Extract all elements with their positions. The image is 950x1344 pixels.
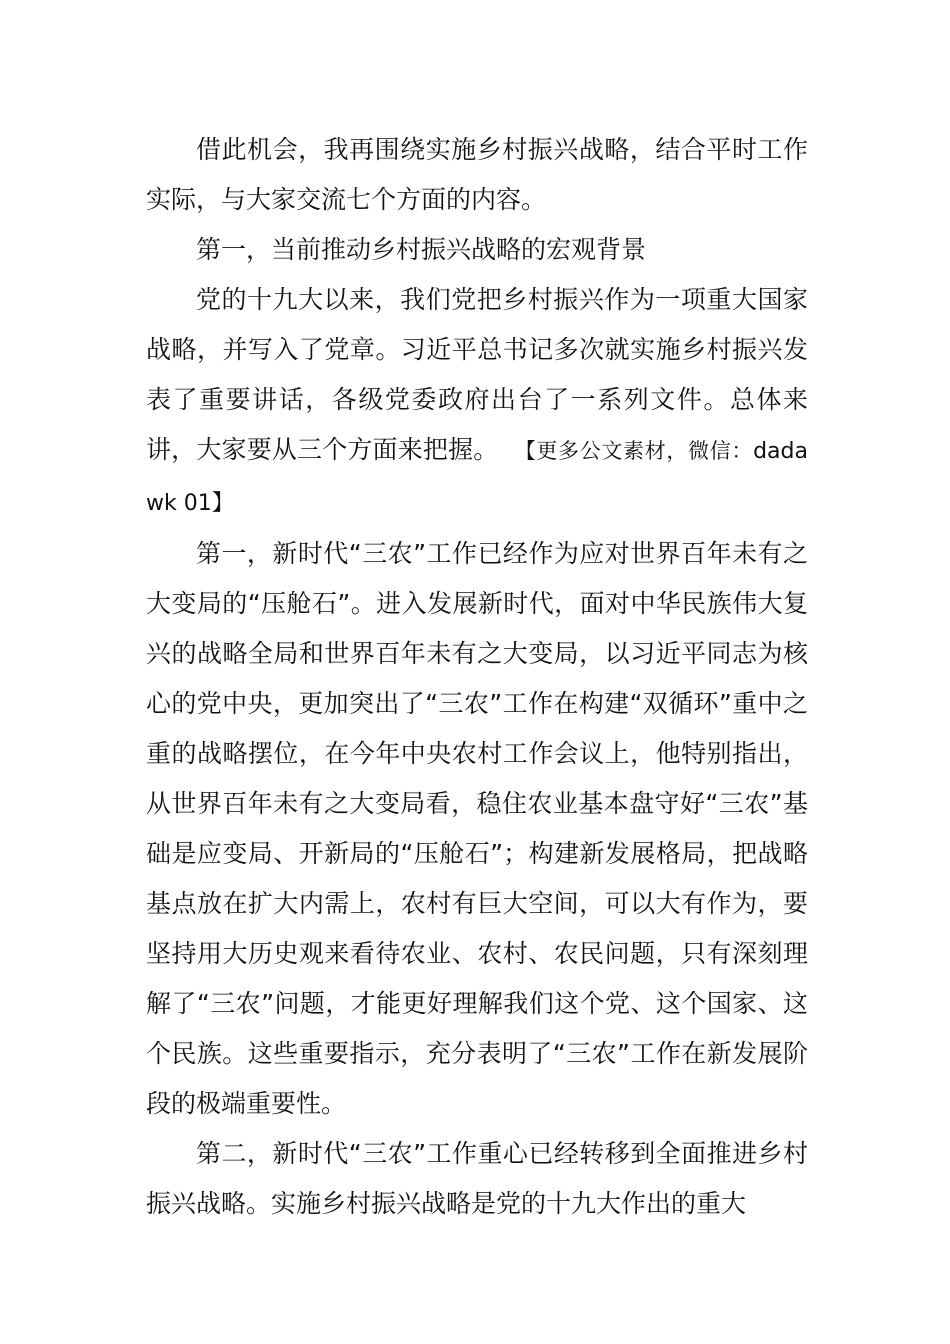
paragraph-point-two xyxy=(146,1129,808,1229)
paragraph-point-one xyxy=(146,529,808,1129)
paragraph-point-two-text: 第二，新时代“三农”工作重心已经转移到全面推进乡村振兴战略。实施乡村振兴战略是党的十九大作出的重大 xyxy=(146,1139,808,1218)
promo-note: 【更多公文素材，微信： xyxy=(514,439,754,463)
document-body xyxy=(146,125,808,1229)
paragraph-point-one-text: 第一，新时代“三农”工作已经作为应对世界百年未有之大变局的“压舱石”。进入发展新时代，面对中华民族伟大复兴的战略全局和世界百年未有之大变局，以习近平同志为核心的党中央，更加突出了“三农”工作在构建“双循环”重中之重的战略摆位，在今年中央农村工作会议上，他特别指出，从世界百年未有之大变局看，稳住农业基本盘守好“三农”基础是应变局、开新局的“压舱石”；构建新发展格局，把战略基点放在扩大内需上，农村有巨大空间，可以大有作为，要坚持用大历史观来看待农业、农村、农民问题，只有深刻理解了“三农”问题，才能更好理解我们这个党、这个国家、这个民族。这些重要指示，充分表明了“三农”工作在新发展阶段的极端重要性。 xyxy=(146,539,808,1118)
section-heading-text: 第一，当前推动乡村振兴战略的宏观背景 xyxy=(196,235,647,264)
paragraph-overview-text: 党的十九大以来，我们党把乡村振兴作为一项重大国家战略，并写入了党章。习近平总书记多次就实施乡村振兴发表了重要讲话，各级党委政府出台了一系列文件。总体来讲，大家要从三个方面来把握。 xyxy=(146,285,808,464)
section-heading-macro-background xyxy=(146,225,808,275)
paragraph-intro-text: 借此机会，我再围绕实施乡村振兴战略，结合平时工作实际，与大家交流七个方面的内容。 xyxy=(146,135,808,214)
paragraph-overview xyxy=(146,275,808,529)
paragraph-intro xyxy=(146,125,808,225)
promo-wechat-id: dadawk 01】 xyxy=(146,439,808,516)
